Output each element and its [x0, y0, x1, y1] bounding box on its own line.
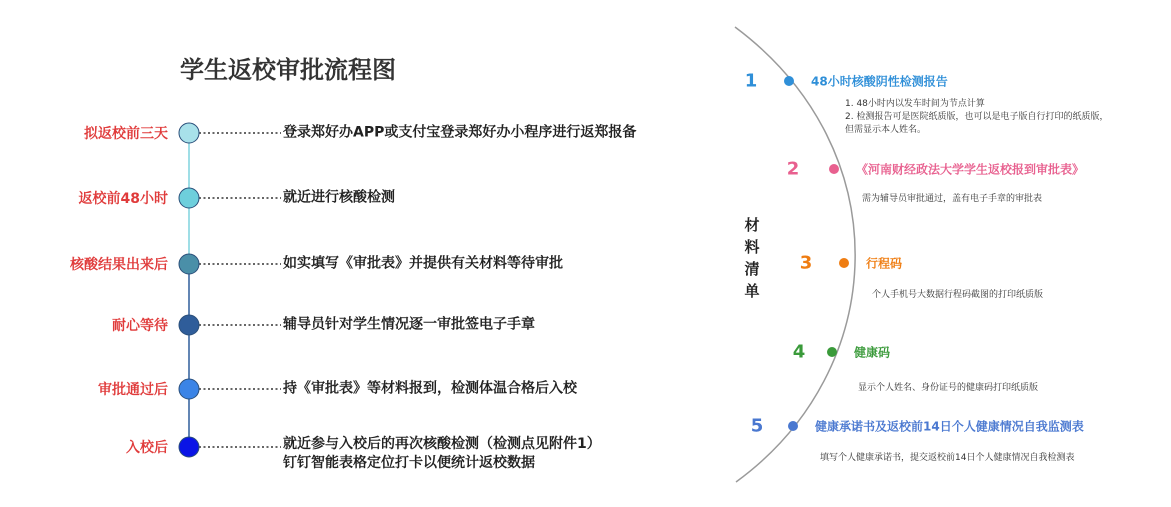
flowchart-title: 学生返校审批流程图: [180, 56, 396, 84]
stage-description-line: 持《审批表》等材料报到，检测体温合格后入校: [283, 380, 577, 397]
material-note: [820, 452, 1074, 465]
material-title: 48小时核酸阴性检测报告: [811, 74, 948, 89]
materials-side-label: [742, 214, 762, 302]
stage-node: [179, 437, 199, 457]
side-label-char: 单: [744, 282, 760, 300]
stage-description: [283, 189, 395, 208]
stage-node: [179, 379, 199, 399]
side-label-char: 料: [744, 238, 760, 256]
stage-label: 核酸结果出来后: [70, 257, 168, 273]
stage-description: [283, 316, 535, 335]
material-note: [872, 289, 1043, 302]
material-note: [845, 98, 1108, 137]
stage-description-line: 就近参与入校后的再次核酸检测（检测点见附件1）: [283, 436, 601, 452]
material-note-line: 1. 48小时内以发车时间为节点计算: [845, 99, 985, 109]
side-label-char: 材: [744, 216, 760, 234]
stage-description: [283, 435, 601, 473]
stage-node: [179, 188, 199, 208]
material-title: 行程码: [866, 256, 903, 271]
stage-description-line: 就近进行核酸检测: [283, 189, 395, 206]
material-dot: [827, 347, 837, 357]
stage-description: [283, 255, 563, 274]
stage-description: [283, 380, 577, 399]
material-note-line: 显示个人姓名、身份证号的健康码打印纸质版: [858, 383, 1039, 393]
material-note: [858, 382, 1038, 395]
stage-node: [179, 123, 199, 143]
material-note-line: 但需显示本人姓名。: [845, 125, 927, 135]
material-number: 4: [792, 341, 806, 363]
stage-description-line: 如实填写《审批表》并提供有关材料等待审批: [283, 255, 563, 272]
stage-description-line: 钉钉智能表格定位打卡以便统计返校数据: [283, 455, 535, 471]
stage-label: 入校后: [126, 440, 168, 456]
material-dot: [839, 258, 849, 268]
material-title: 健康码: [854, 345, 891, 360]
material-number: 1: [744, 70, 758, 92]
material-dot: [788, 421, 798, 431]
material-number: 2: [786, 158, 800, 180]
material-note-line: 个人手机号大数据行程码截图的打印纸质版: [872, 290, 1044, 300]
material-title: 《河南财经政法大学学生返校报到审批表》: [856, 162, 1085, 177]
stage-description-line: 辅导员针对学生情况逐一审批签电子手章: [283, 316, 535, 333]
stage-label: 审批通过后: [98, 382, 168, 398]
stage-node: [179, 315, 199, 335]
stage-description-line: 登录郑好办APP或支付宝登录郑好办小程序进行返郑报备: [283, 124, 637, 141]
material-note-line: 需为辅导员审批通过，盖有电子手章的审批表: [862, 194, 1043, 204]
stage-description: [283, 124, 636, 143]
material-title: 健康承诺书及返校前14日个人健康情况自我监测表: [815, 419, 1084, 434]
material-note-line: 填写个人健康承诺书，提交返校前14日个人健康情况自我检测表: [820, 453, 1075, 463]
material-number: 3: [799, 252, 813, 274]
material-note: [862, 193, 1042, 206]
stage-label: 返校前48小时: [78, 191, 168, 207]
material-number: 5: [750, 415, 764, 437]
stage-node: [179, 254, 199, 274]
material-dot: [829, 164, 839, 174]
stage-label: 耐心等待: [112, 318, 168, 334]
material-note-line: 2. 检测报告可是医院纸质版，也可以是电子版自行打印的纸质版，: [845, 112, 1109, 122]
material-dot: [784, 76, 794, 86]
stage-label: 拟返校前三天: [84, 126, 168, 142]
side-label-char: 清: [744, 260, 760, 278]
